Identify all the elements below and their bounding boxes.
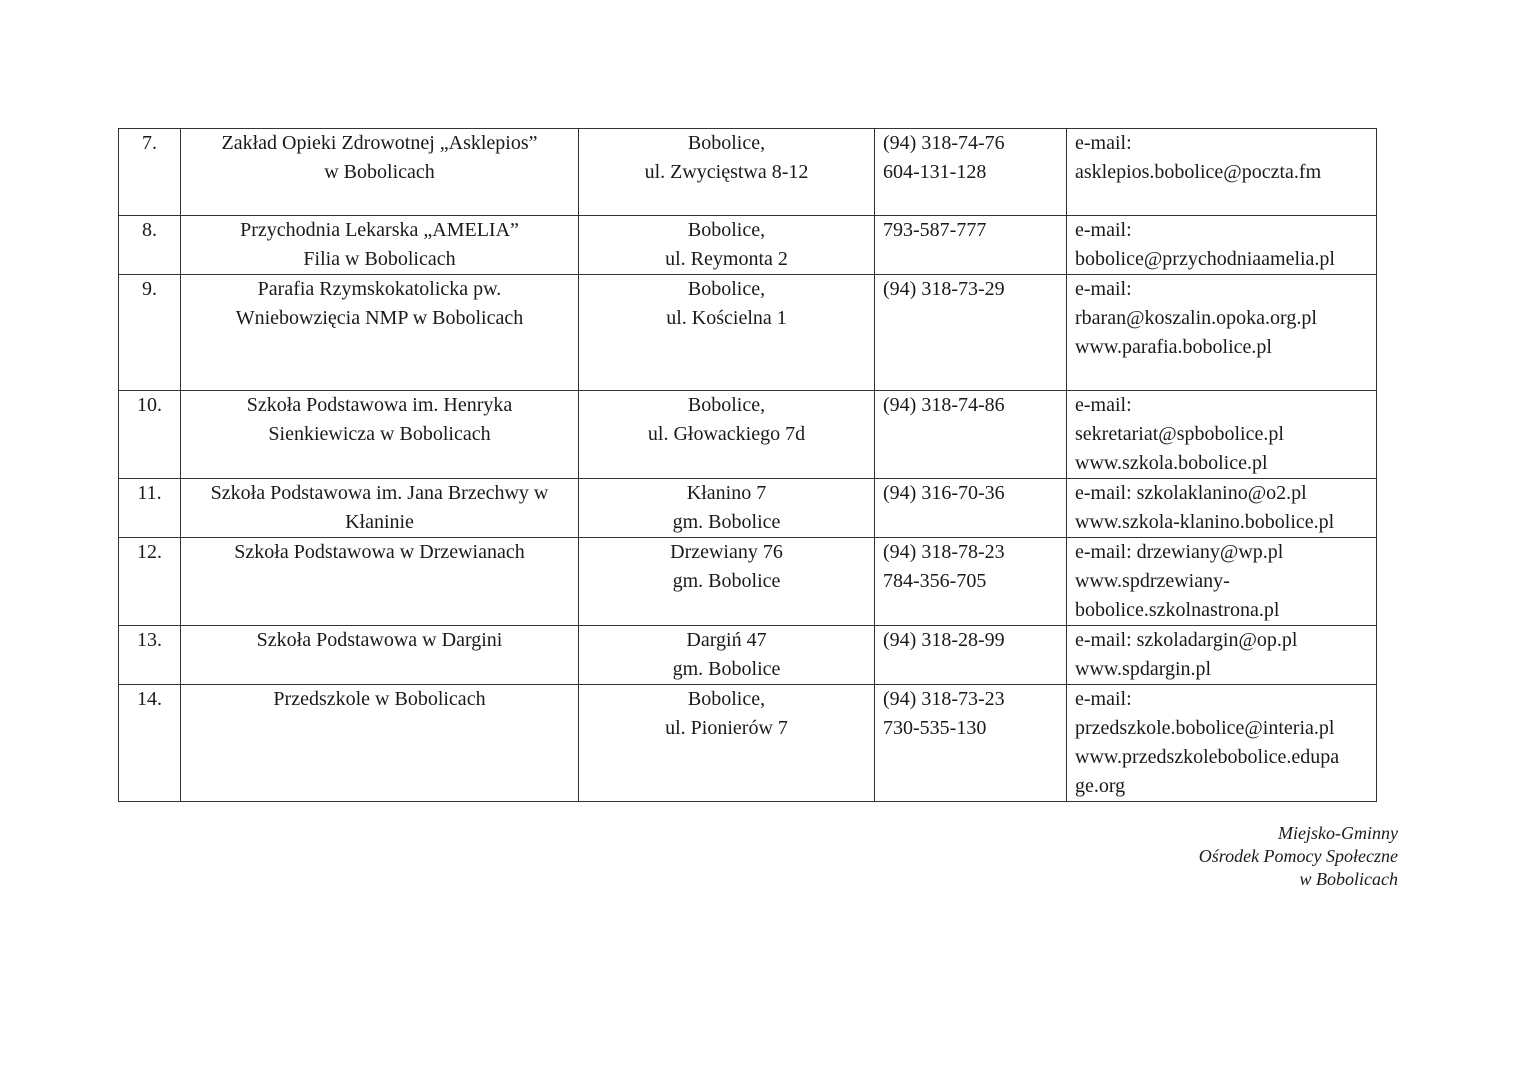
- cell-institution-name-line: Przychodnia Lekarska „AMELIA”: [240, 219, 519, 241]
- signature-block: [1199, 822, 1398, 891]
- table-row: [119, 479, 1377, 538]
- cell-institution-name-line: Szkoła Podstawowa w Drzewianach: [234, 541, 525, 563]
- cell-address-line: Drzewiany 76: [670, 541, 783, 563]
- cell-phone: [875, 538, 1067, 626]
- cell-phone: [875, 685, 1067, 802]
- cell-number: 8.: [119, 216, 181, 275]
- table-row: [119, 129, 1377, 216]
- cell-contact-line: www.przedszkolebobolice.edupa: [1075, 746, 1340, 768]
- cell-address-line: Bobolice,: [687, 219, 766, 241]
- cell-institution-name: [181, 626, 579, 685]
- signature-line-2: Ośrodek Pomocy Społeczne: [1198, 846, 1398, 866]
- cell-contact-line: bobolice.szkolnastrona.pl: [1075, 599, 1280, 621]
- table-row: [119, 538, 1377, 626]
- cell-contact-line: ge.org: [1075, 775, 1126, 797]
- cell-phone-line: (94) 318-73-23: [883, 688, 1005, 710]
- table-row: [119, 391, 1377, 479]
- cell-phone: [875, 391, 1067, 479]
- table-row: [119, 626, 1377, 685]
- cell-address: [579, 479, 875, 538]
- cell-phone-line: 784-356-705: [883, 570, 987, 592]
- cell-address: [579, 216, 875, 275]
- cell-phone-line: 730-535-130: [883, 717, 987, 739]
- cell-address-line: ul. Reymonta 2: [665, 248, 788, 270]
- cell-address-line: Dargiń 47: [686, 629, 767, 651]
- cell-contact-line: sekretariat@spbobolice.pl: [1075, 423, 1284, 445]
- cell-address-line: ul. Kościelna 1: [666, 307, 787, 329]
- cell-address-line: Bobolice,: [687, 394, 766, 416]
- cell-institution-name-line: Parafia Rzymskokatolicka pw.: [257, 278, 502, 300]
- cell-institution-name-line: Szkoła Podstawowa im. Henryka: [246, 394, 513, 416]
- cell-phone-line: (94) 318-78-23: [883, 541, 1005, 563]
- cell-contact-line: asklepios.bobolice@poczta.fm: [1075, 161, 1322, 183]
- contacts-table: [118, 128, 1377, 802]
- signature-line-3: w Bobolicach: [1299, 869, 1398, 889]
- cell-contact-line: www.szkola-klanino.bobolice.pl: [1075, 511, 1335, 533]
- cell-address-line: Kłanino 7: [686, 482, 767, 504]
- cell-contact: [1067, 538, 1377, 626]
- cell-contact-line: e-mail:: [1075, 219, 1132, 241]
- cell-contact-line: e-mail:: [1075, 132, 1132, 154]
- cell-institution-name: [181, 129, 579, 216]
- cell-address-line: ul. Zwycięstwa 8-12: [644, 161, 809, 183]
- cell-contact: [1067, 391, 1377, 479]
- cell-phone: [875, 216, 1067, 275]
- cell-contact-line: przedszkole.bobolice@interia.pl: [1075, 717, 1335, 739]
- cell-contact-line: rbaran@koszalin.opoka.org.pl: [1075, 307, 1317, 329]
- cell-institution-name: [181, 216, 579, 275]
- cell-phone-line: (94) 318-74-86: [883, 394, 1005, 416]
- table-row: [119, 685, 1377, 802]
- table-row: [119, 216, 1377, 275]
- cell-address: [579, 685, 875, 802]
- cell-contact-line: e-mail:: [1075, 278, 1132, 300]
- cell-address-line: gm. Bobolice: [672, 570, 781, 592]
- cell-address-line: Bobolice,: [687, 278, 766, 300]
- cell-address-line: ul. Głowackiego 7d: [647, 423, 806, 445]
- cell-number: 13.: [119, 626, 181, 685]
- cell-phone-line: 604-131-128: [883, 161, 987, 183]
- cell-address: [579, 275, 875, 391]
- cell-institution-name-line: Szkoła Podstawowa im. Jana Brzechwy w: [210, 482, 549, 504]
- cell-contact: [1067, 626, 1377, 685]
- cell-address-line: gm. Bobolice: [672, 511, 781, 533]
- cell-institution-name: [181, 479, 579, 538]
- cell-address-line: Bobolice,: [687, 688, 766, 710]
- cell-contact-line: www.spdrzewiany-: [1075, 570, 1230, 592]
- cell-contact-line: e-mail:: [1075, 688, 1132, 710]
- cell-number: 11.: [119, 479, 181, 538]
- signature-line-1: Miejsko-Gminny: [1278, 823, 1398, 843]
- cell-number: 14.: [119, 685, 181, 802]
- cell-phone: [875, 275, 1067, 391]
- cell-institution-name-line: Filia w Bobolicach: [303, 248, 456, 270]
- cell-phone: [875, 626, 1067, 685]
- cell-number: 12.: [119, 538, 181, 626]
- cell-address: [579, 129, 875, 216]
- cell-contact-line: e-mail: drzewiany@wp.pl: [1075, 541, 1284, 563]
- cell-contact-line: e-mail: szkoladargin@op.pl: [1075, 629, 1298, 651]
- cell-phone-line: 793-587-777: [883, 219, 987, 241]
- cell-phone-line: (94) 316-70-36: [883, 482, 1005, 504]
- cell-address: [579, 391, 875, 479]
- cell-contact: [1067, 275, 1377, 391]
- cell-phone-line: (94) 318-73-29: [883, 278, 1005, 300]
- cell-address-line: gm. Bobolice: [672, 658, 781, 680]
- cell-contact: [1067, 129, 1377, 216]
- cell-contact-line: e-mail:: [1075, 394, 1132, 416]
- cell-phone-line: (94) 318-74-76: [883, 132, 1005, 154]
- cell-contact: [1067, 216, 1377, 275]
- cell-institution-name-line: Szkoła Podstawowa w Dargini: [256, 629, 503, 651]
- cell-number: 10.: [119, 391, 181, 479]
- cell-contact-line: www.szkola.bobolice.pl: [1075, 452, 1268, 474]
- cell-number: 7.: [119, 129, 181, 216]
- cell-address-line: Bobolice,: [687, 132, 766, 154]
- cell-contact: [1067, 685, 1377, 802]
- cell-institution-name-line: w Bobolicach: [324, 161, 435, 183]
- cell-institution-name: [181, 391, 579, 479]
- cell-institution-name-line: Zakład Opieki Zdrowotnej „Asklepios”: [221, 132, 538, 154]
- table-row: [119, 275, 1377, 391]
- contacts-table-body: [119, 129, 1377, 802]
- cell-contact-line: bobolice@przychodniaamelia.pl: [1075, 248, 1335, 270]
- cell-contact-line: e-mail: szkolaklanino@o2.pl: [1075, 482, 1307, 504]
- cell-address: [579, 538, 875, 626]
- cell-number: 9.: [119, 275, 181, 391]
- cell-phone: [875, 129, 1067, 216]
- cell-address-line: ul. Pionierów 7: [665, 717, 788, 739]
- cell-contact-line: www.spdargin.pl: [1075, 658, 1212, 680]
- cell-institution-name-line: Sienkiewicza w Bobolicach: [268, 423, 491, 445]
- cell-institution-name-line: Kłaninie: [345, 511, 414, 533]
- cell-contact: [1067, 479, 1377, 538]
- cell-institution-name: [181, 275, 579, 391]
- cell-institution-name-line: Wniebowzięcia NMP w Bobolicach: [235, 307, 524, 329]
- cell-institution-name: [181, 685, 579, 802]
- cell-institution-name-line: Przedszkole w Bobolicach: [273, 688, 486, 710]
- cell-address: [579, 626, 875, 685]
- cell-contact-line: www.parafia.bobolice.pl: [1075, 336, 1272, 358]
- cell-phone-line: (94) 318-28-99: [883, 629, 1005, 651]
- cell-phone: [875, 479, 1067, 538]
- cell-institution-name: [181, 538, 579, 626]
